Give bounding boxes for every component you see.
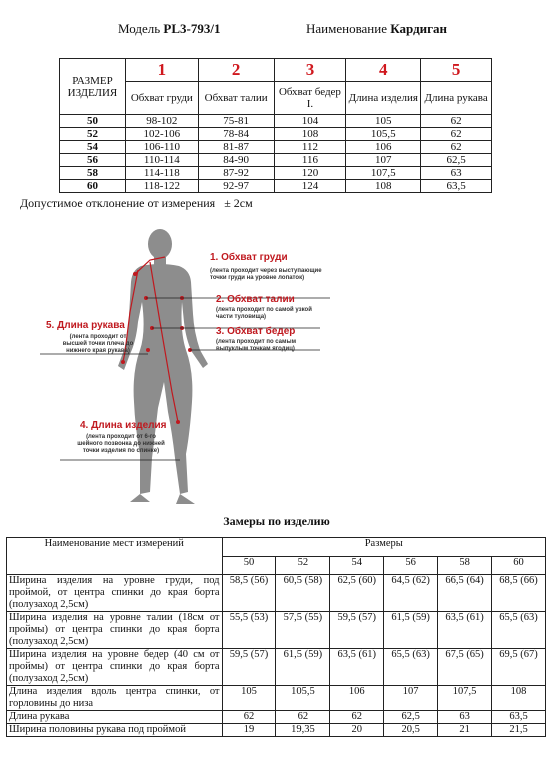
table-row [7,711,546,724]
value-cell: 84-90 [198,154,274,167]
measure-value: 59,5 (57) [330,612,384,649]
value-cell: 105,5 [346,128,421,141]
table-row [7,612,546,649]
measure-value: 20,5 [384,724,438,737]
col-header: Обхват груди [125,82,198,115]
value-cell: 107,5 [346,167,421,180]
value-cell: 112 [274,141,346,154]
size-cell: 50 [60,115,126,128]
name-header: Наименование мест измерений [7,538,223,575]
size-cell: 52 [60,128,126,141]
measure-value: 107,5 [438,686,492,711]
value-cell: 75-81 [198,115,274,128]
measurements-table [6,537,546,737]
value-cell: 98-102 [125,115,198,128]
annotation-note: (лента проходит через выступающие точки груди на уровне лопаток) [210,268,322,281]
value-cell: 81-87 [198,141,274,154]
measure-value: 62 [276,711,330,724]
size-header-cell: 50 [222,557,276,575]
value-cell: 124 [274,180,346,193]
annotation-title: 2. Обхват талии [216,294,295,305]
col-header: Обхват талии [198,82,274,115]
col-number: 4 [346,59,421,82]
size-cell: 56 [60,154,126,167]
measure-label: Длина рукава [7,711,223,724]
col-header: Длина рукава [421,82,492,115]
measure-value: 107 [384,686,438,711]
measure-value: 63,5 (61) [438,612,492,649]
annotation-title: 5. Длина рукава [46,320,125,331]
measure-value: 63,5 (61) [330,649,384,686]
value-cell: 104 [274,115,346,128]
value-cell: 120 [274,167,346,180]
measure-label: Ширина половины рукава под проймой [7,724,223,737]
value-cell: 105 [346,115,421,128]
size-header-cell: 58 [438,557,492,575]
col-number: 2 [198,59,274,82]
measurements-title: Замеры по изделию [223,514,330,528]
measure-value: 108 [492,686,546,711]
value-cell: 62 [421,128,492,141]
measure-value: 19 [222,724,276,737]
measure-value: 105,5 [276,686,330,711]
measure-value: 67,5 (65) [438,649,492,686]
measure-label: Ширина изделия на уровне бедер (40 см от проймы) от центра спинки до края борта (полузаход 2,5см) [7,649,223,686]
name-heading [306,21,447,37]
value-cell: 108 [346,180,421,193]
measure-value: 60,5 (58) [276,575,330,612]
sizes-header: Размеры [222,538,545,557]
table-row [7,575,546,612]
measure-value: 63,5 [492,711,546,724]
measure-value: 62,5 (60) [330,575,384,612]
measure-value: 19,35 [276,724,330,737]
size-header-cell: 54 [330,557,384,575]
measure-value: 62,5 [384,711,438,724]
tolerance-text: Допустимое отклонение от измерения [20,196,216,210]
value-cell: 78-84 [198,128,274,141]
table-row [7,649,546,686]
measure-label: Ширина изделия на уровне талии (18см от проймы) от центра спинки до края борта (полузаход 2,5см) [7,612,223,649]
value-cell: 62,5 [421,154,492,167]
measure-value: 65,5 (63) [492,612,546,649]
name-value: Кардиган [390,21,448,36]
measure-value: 69,5 (67) [492,649,546,686]
table-row [60,167,492,180]
size-header-cell: 52 [276,557,330,575]
measure-value: 62 [330,711,384,724]
measure-value: 64,5 (62) [384,575,438,612]
value-cell: 108 [274,128,346,141]
measure-value: 58,5 (56) [222,575,276,612]
annotation-note: (лента проходит по самой узкой части туловища) [216,307,312,320]
measure-value: 65,5 (63) [384,649,438,686]
table-row [60,115,492,128]
value-cell: 102-106 [125,128,198,141]
measure-value: 62 [222,711,276,724]
measure-value: 106 [330,686,384,711]
measure-value: 55,5 (53) [222,612,276,649]
table-row [60,128,492,141]
tolerance-value: ± 2см [224,196,253,210]
value-cell: 63,5 [421,180,492,193]
size-header-cell: 60 [492,557,546,575]
col-number: 3 [274,59,346,82]
value-cell: 116 [274,154,346,167]
model-heading [118,21,220,37]
col-number: 5 [421,59,492,82]
model-value: PL3-793/1 [163,21,221,36]
measure-value: 68,5 (66) [492,575,546,612]
size-cell: 54 [60,141,126,154]
measurement-figure [0,222,553,512]
value-cell: 106 [346,141,421,154]
value-cell: 92-97 [198,180,274,193]
table-row [60,154,492,167]
measure-value: 105 [222,686,276,711]
annotation-title: 3. Обхват бедер [216,326,296,337]
measure-value: 61,5 (59) [384,612,438,649]
size-cell: 58 [60,167,126,180]
value-cell: 87-92 [198,167,274,180]
value-cell: 62 [421,115,492,128]
col-number: 1 [125,59,198,82]
value-cell: 110-114 [125,154,198,167]
measure-value: 21,5 [492,724,546,737]
measure-label: Ширина изделия на уровне груди, под проймой, от центра спинки до края борта (полузаход 2,5см) [7,575,223,612]
value-cell: 107 [346,154,421,167]
measure-value: 61,5 (59) [276,649,330,686]
value-cell: 62 [421,141,492,154]
annotation-title: 4. Длина изделия [80,420,167,431]
col-header: Обхват бедер I. [274,82,346,115]
measure-label: Длина изделия вдоль центра спинки, от горловины до низа [7,686,223,711]
measure-value: 21 [438,724,492,737]
col-header: Длина изделия [346,82,421,115]
model-label: Модель [118,21,161,36]
size-cell: 60 [60,180,126,193]
annotation-note: (лента проходит от высшей точки плеча до нижнего края рукава) [62,334,134,354]
size-table [59,58,492,193]
table-row [7,686,546,711]
value-cell: 63 [421,167,492,180]
table-row [7,724,546,737]
name-label: Наименование [306,21,387,36]
measure-value: 57,5 (55) [276,612,330,649]
annotation-note: (лента проходит от 6-го шейного позвонка до нижней точки изделия по спинке) [77,434,165,454]
silhouette-diagram [0,222,553,512]
annotation-title: 1. Обхват груди [210,252,288,263]
size-header: РАЗМЕР ИЗДЕЛИЯ [60,59,126,115]
value-cell: 114-118 [125,167,198,180]
value-cell: 106-110 [125,141,198,154]
tolerance-note [20,196,253,211]
measure-value: 66,5 (64) [438,575,492,612]
measure-value: 63 [438,711,492,724]
body-silhouette [118,229,208,504]
table-row [60,180,492,193]
measure-value: 59,5 (57) [222,649,276,686]
value-cell: 118-122 [125,180,198,193]
annotation-note: (лента проходит по самым выпуклым точкам ягодиц) [216,339,297,352]
measure-value: 20 [330,724,384,737]
size-header-cell: 56 [384,557,438,575]
table-row [60,141,492,154]
